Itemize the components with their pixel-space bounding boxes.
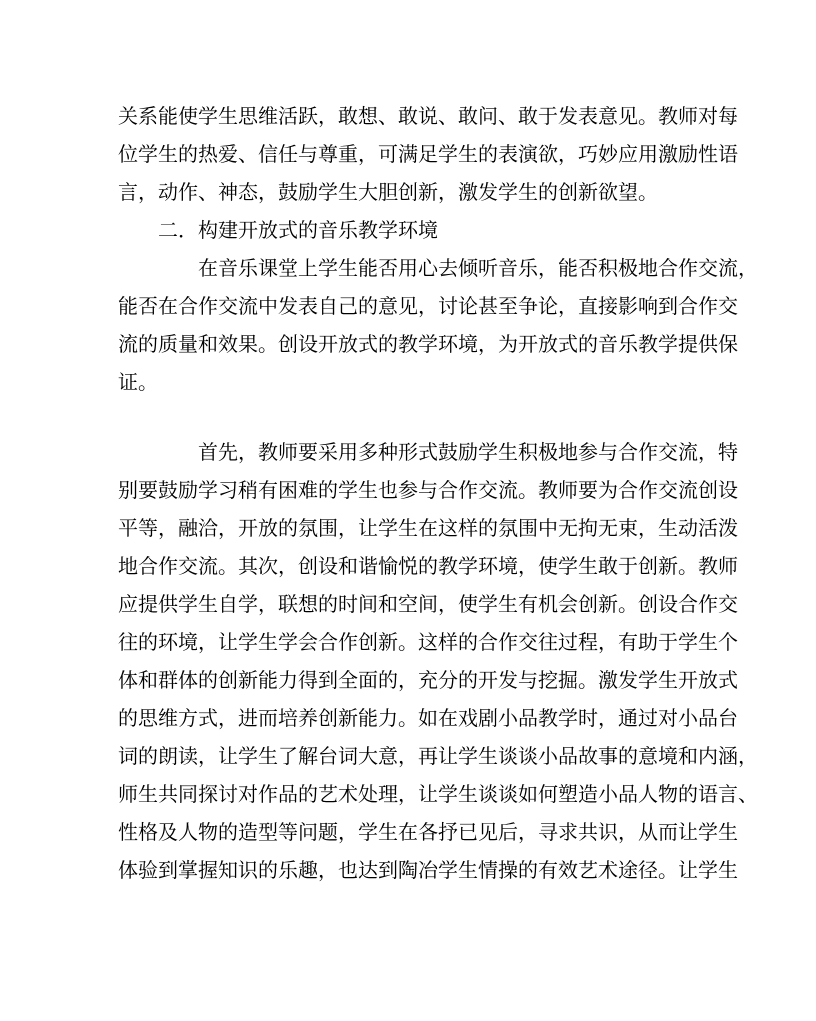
paragraph-2-line-2: 能否在合作交流中发表自己的意见，讨论甚至争论，直接影响到合作交 — [118, 294, 738, 318]
paragraph-3-line-2: 别要鼓励学习稍有困难的学生也参与合作交流。教师要为合作交流创设 — [118, 478, 738, 502]
paragraph-3-line-5: 应提供学生自学，联想的时间和空间，使学生有机会创新。创设合作交 — [118, 592, 738, 616]
paragraph-3-line-7: 体和群体的创新能力得到全面的，充分的开发与挖掘。激发学生开放式 — [118, 668, 738, 692]
paragraph-3-line-6: 往的环境，让学生学会合作创新。这样的合作交往过程，有助于学生个 — [118, 630, 738, 654]
paragraph-3-line-8: 的思维方式，进而培养创新能力。如在戏剧小品教学时，通过对小品台 — [118, 706, 738, 730]
paragraph-3-line-10: 师生共同探讨对作品的艺术处理，让学生谈谈如何塑造小品人物的语言、 — [118, 782, 758, 806]
paragraph-1-line-2: 位学生的热爱、信任与尊重，可满足学生的表演欲，巧妙应用激励性语 — [118, 142, 738, 166]
paragraph-3-line-4: 地合作交流。其次，创设和谐愉悦的教学环境，使学生敢于创新。教师 — [118, 554, 738, 578]
paragraph-3-line-9: 词的朗读，让学生了解台词大意，再让学生谈谈小品故事的意境和内涵， — [118, 744, 758, 768]
paragraph-3-line-1: 首先，教师要采用多种形式鼓励学生积极地参与合作交流，特 — [198, 440, 738, 464]
paragraph-3-line-12: 体验到掌握知识的乐趣，也达到陶冶学生情操的有效艺术途径。让学生 — [118, 858, 738, 882]
paragraph-3-line-11: 性格及人物的造型等问题，学生在各抒已见后，寻求共识，从而让学生 — [118, 820, 738, 844]
paragraph-2-line-3: 流的质量和效果。创设开放式的教学环境，为开放式的音乐教学提供保 — [118, 332, 738, 356]
paragraph-1-line-3: 言，动作、神态，鼓励学生大胆创新，激发学生的创新欲望。 — [118, 180, 658, 204]
paragraph-2-line-4: 证。 — [118, 370, 158, 394]
paragraph-1-line-1: 关系能使学生思维活跃，敢想、敢说、敢问、敢于发表意见。教师对每 — [118, 104, 738, 128]
paragraph-2-line-1: 在音乐课堂上学生能否用心去倾听音乐，能否积极地合作交流， — [198, 256, 758, 280]
section-heading: 二．构建开放式的音乐教学环境 — [158, 218, 438, 242]
paragraph-3-line-3: 平等，融洽，开放的氛围，让学生在这样的氛围中无拘无束，生动活泼 — [118, 516, 738, 540]
